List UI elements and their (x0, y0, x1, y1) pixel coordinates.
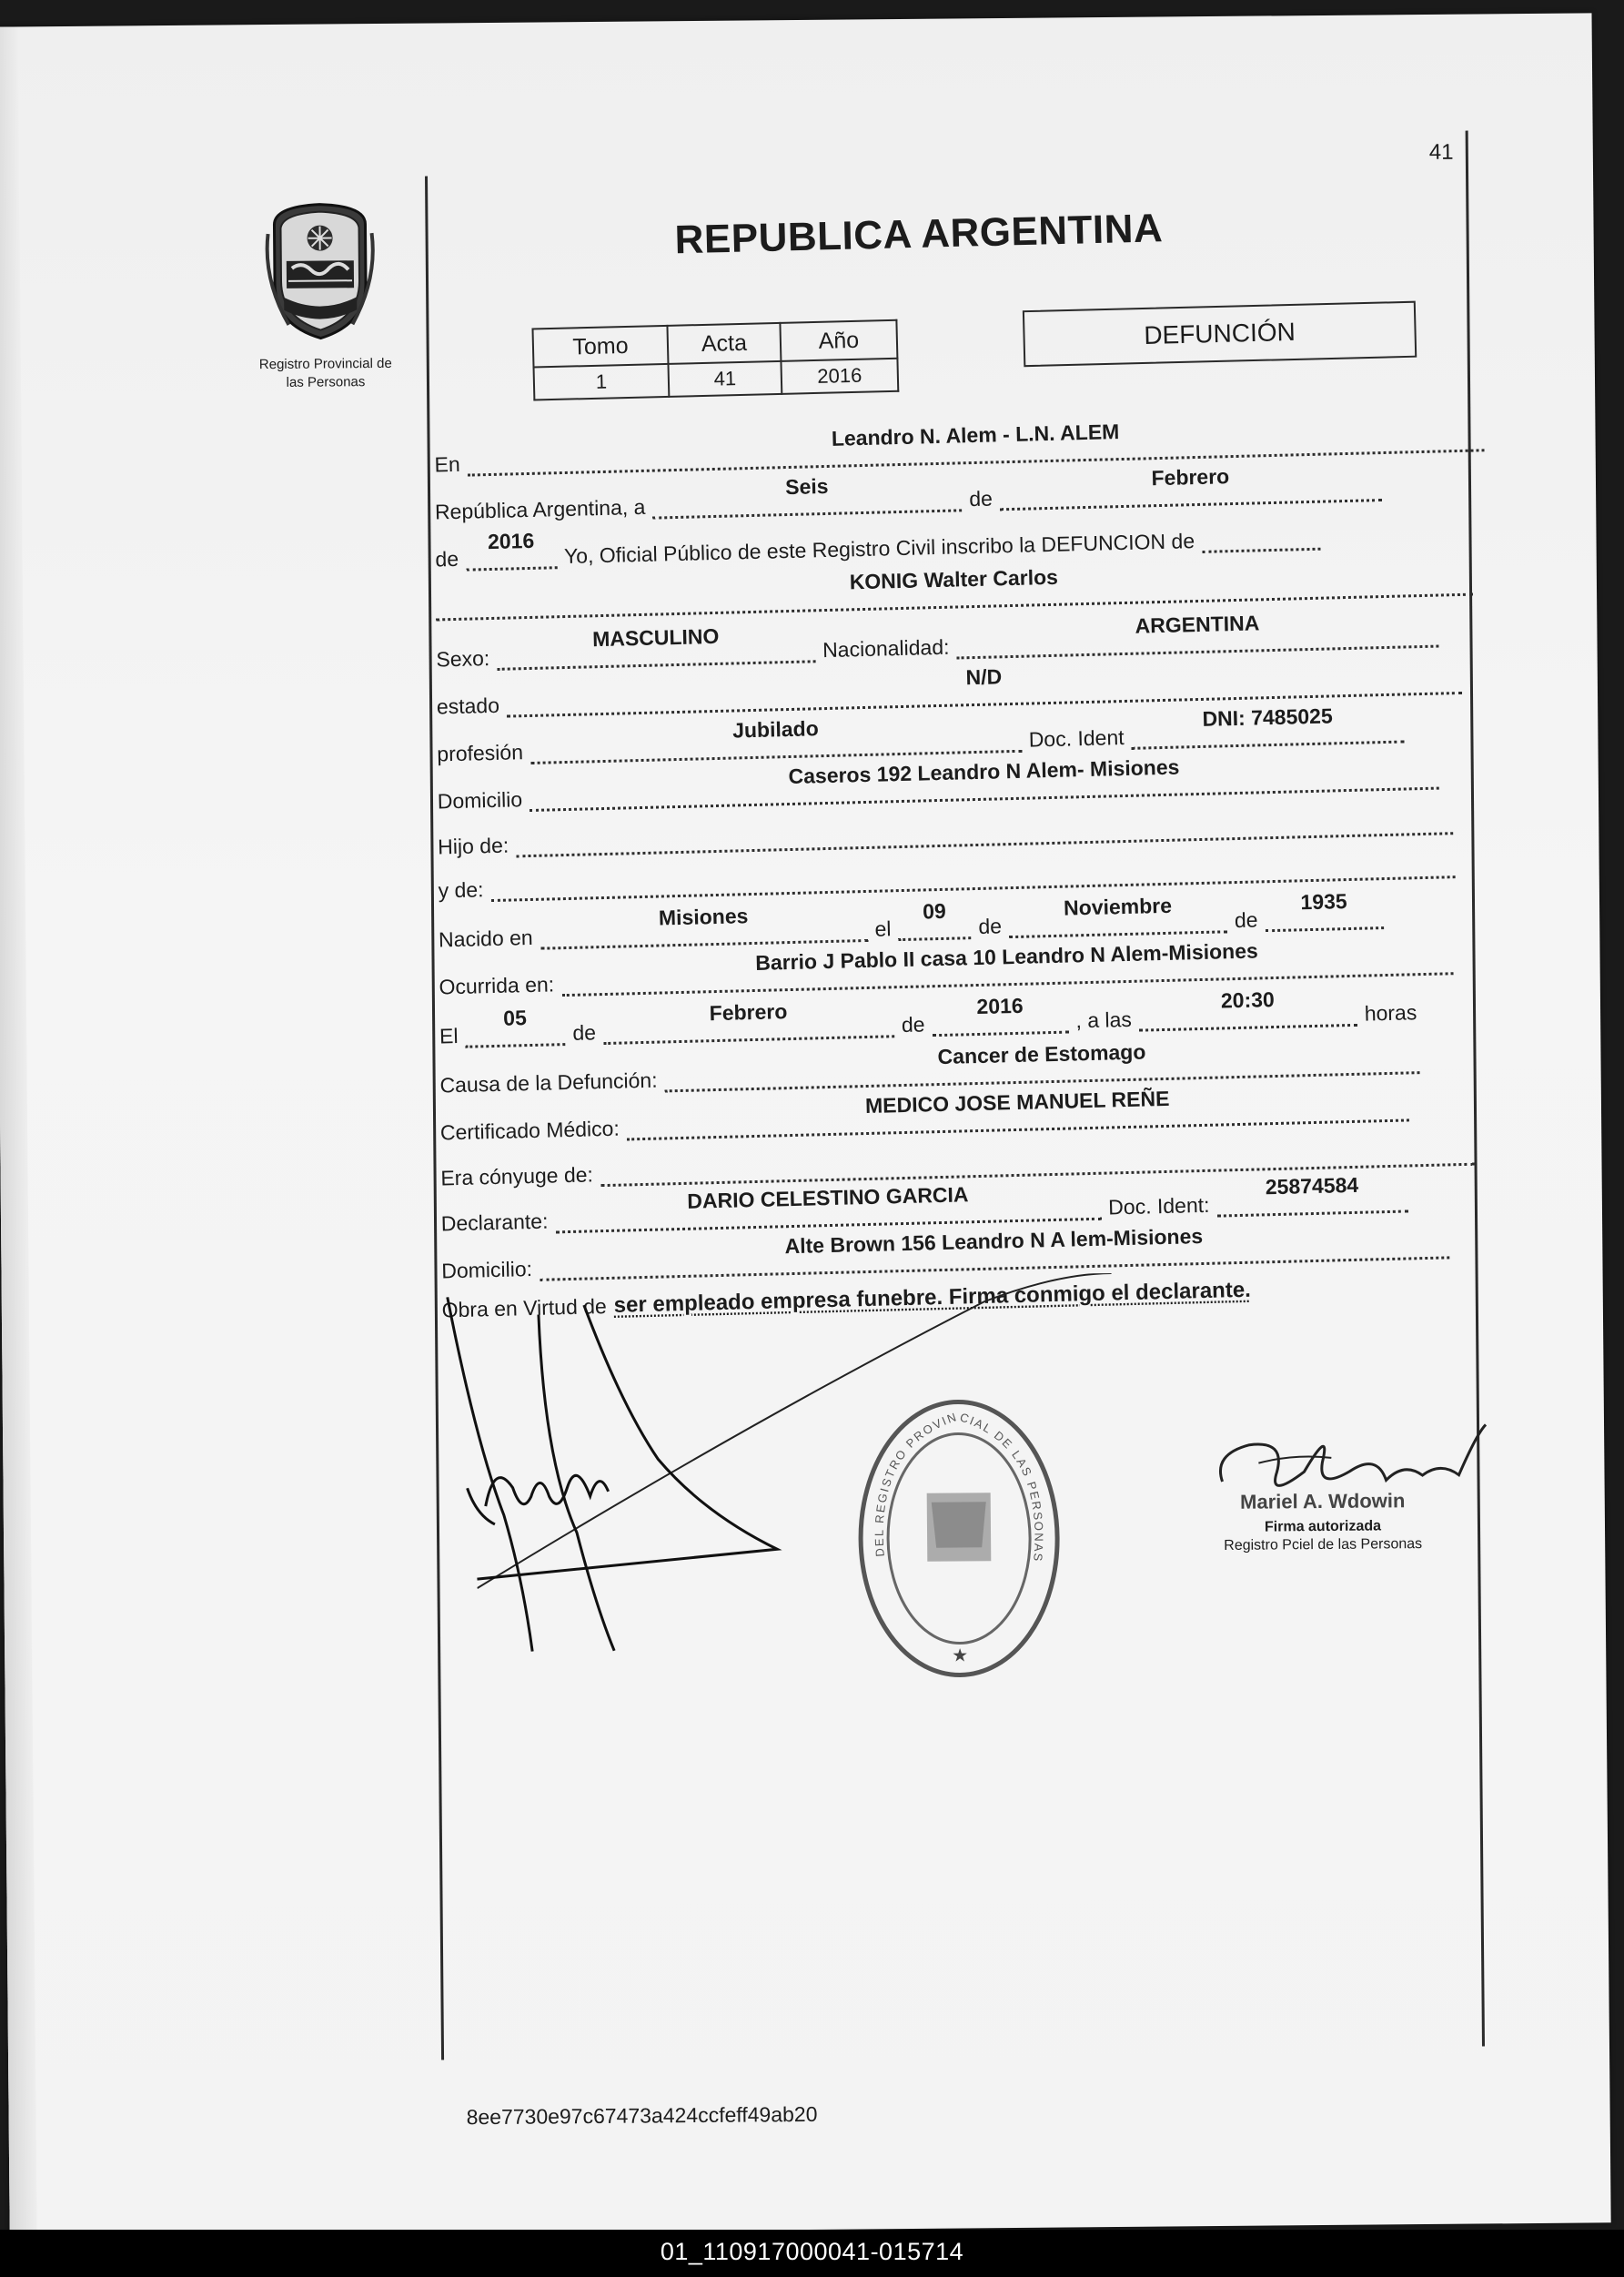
declarant-signature (439, 1276, 788, 1661)
sexo-field (497, 623, 816, 671)
estado-label: estado (436, 693, 500, 719)
nacido-dia-value: 09 (922, 898, 947, 924)
nacido-de2-label: de (1234, 907, 1258, 933)
signer-name: Mariel A. Wdowin (1239, 1489, 1406, 1513)
dia-value: Seis (784, 473, 829, 500)
de-anio-label: de (435, 546, 459, 572)
row-fecha-defuncion (439, 987, 1425, 1048)
def-anio-field (932, 993, 1069, 1037)
nacido-anio-field (1265, 889, 1384, 932)
en-label: En (434, 451, 461, 477)
ocurrida-en-value: Barrio J Pablo II casa 10 Leandro N Alem-Misiones (754, 938, 1259, 975)
defuncion-de-field (1202, 521, 1321, 553)
nacido-en-field (540, 904, 868, 950)
misiones-crest-logo (260, 197, 379, 343)
certificado-label: Certificado Médico: (439, 1116, 620, 1145)
def-anio-value: 2016 (976, 993, 1024, 1019)
registry-table (531, 319, 899, 401)
anio-header: Año (780, 320, 897, 361)
declarante-value: DARIO CELESTINO GARCIA (686, 1182, 969, 1213)
obra-label: Obra en Virtud de (441, 1294, 608, 1322)
en-value: Leandro N. Alem - L.N. ALEM (831, 420, 1120, 450)
hora-field (1138, 987, 1357, 1032)
row-en (434, 421, 1492, 477)
row-certificado (439, 1086, 1416, 1145)
anio-value: 2016 (781, 359, 898, 394)
def-dia-value: 05 (502, 1006, 528, 1030)
nombre-value: KONIG Walter Carlos (849, 564, 1059, 594)
nacido-de1-label: de (978, 914, 1003, 938)
declarante-doc-value: 25874584 (1265, 1172, 1359, 1199)
hora-value: 20:30 (1220, 987, 1276, 1013)
certificado-value: MEDICO JOSE MANUEL REÑE (864, 1086, 1170, 1118)
conyuge-label: Era cónyuge de: (440, 1162, 594, 1190)
anio-field (466, 528, 558, 571)
def-dia-field (465, 1006, 566, 1048)
domicilio-value: Caseros 192 Leandro N Alem- Misiones (788, 754, 1180, 789)
acta-value: 41 (668, 361, 782, 397)
nacido-mes-value: Noviembre (1063, 893, 1173, 920)
signer-role: Firma autorizada (1264, 1518, 1382, 1535)
def-mes-value: Febrero (709, 999, 788, 1026)
y-de-label: y de: (438, 877, 484, 903)
row-causa (439, 1039, 1427, 1098)
sexo-value: MASCULINO (591, 623, 720, 652)
declarante-field (555, 1182, 1102, 1234)
row-domicilio (437, 754, 1447, 814)
nacionalidad-field (956, 611, 1439, 660)
domicilio-field (530, 754, 1440, 812)
hijo-de-label: Hijo de: (437, 833, 509, 859)
signer-org: Registro Pciel de las Personas (1224, 1536, 1423, 1553)
republica-label: República Argentina, a (434, 494, 646, 524)
mes-value: Febrero (1151, 464, 1230, 491)
estado-value: N/D (965, 664, 1003, 690)
profesion-label: profesión (437, 740, 524, 766)
inscribo-text: Yo, Oficial Público de este Registro Civil inscribo la DEFUNCION de (563, 529, 1195, 569)
sexo-label: Sexo: (436, 646, 490, 672)
horas-label: horas (1364, 1000, 1417, 1026)
registry-label-line1: Registro Provincial de (258, 355, 392, 373)
registry-label (230, 355, 421, 393)
nombre-field (435, 566, 1472, 622)
nacido-en-label: Nacido en (438, 925, 533, 952)
def-de2-label: de (901, 1012, 925, 1037)
el-cap-label: El (439, 1023, 459, 1048)
declarante-doc-field (1216, 1172, 1408, 1217)
doc-ident-label: Doc. Ident (1028, 725, 1125, 752)
dia-field (652, 473, 963, 519)
document-title: REPUBLICA ARGENTINA (674, 206, 1164, 263)
nacionalidad-label: Nacionalidad: (822, 634, 950, 663)
record-type-box: DEFUNCIÓN (1023, 301, 1417, 368)
declarante-label: Declarante: (440, 1209, 549, 1236)
row-republica (434, 464, 1390, 525)
doc-ident-field (1131, 703, 1405, 749)
obra-value: ser empleado empresa funebre. Firma conmigo el declarante. (613, 1277, 1252, 1318)
document-hash: 8ee7730e97c67473a424ccfeff49ab20 (466, 2101, 818, 2130)
causa-label: Causa de la Defunción: (439, 1068, 658, 1098)
el-label: el (874, 916, 892, 941)
ocurrida-en-field (561, 938, 1454, 997)
acta-header: Acta (667, 323, 781, 364)
declarante-domicilio-value: Alte Brown 156 Leandro N A lem-Misiones (784, 1223, 1204, 1259)
domicilio-label: Domicilio (437, 787, 523, 814)
document-page (0, 13, 1611, 2236)
certificado-field (626, 1086, 1409, 1140)
declarante-doc-label: Doc. Ident: (1107, 1192, 1210, 1219)
nacido-mes-field (1009, 893, 1228, 938)
causa-value: Cancer de Estomago (937, 1039, 1146, 1069)
profesion-field (530, 716, 1022, 764)
svg-text:DEL REGISTRO PROVINCIAL DE LAS: DEL REGISTRO PROVINCIAL DE LAS PERSONAS (872, 1409, 1046, 1564)
nacido-anio-value: 1935 (1300, 889, 1347, 915)
tomo-value: 1 (534, 364, 670, 400)
page-number: 41 (1428, 139, 1454, 165)
def-mes-field (603, 999, 895, 1045)
row-sexo (436, 611, 1447, 672)
declarante-domicilio-label: Domicilio: (440, 1257, 533, 1283)
a-las-label: , a las (1075, 1007, 1133, 1033)
de-label: de (968, 486, 994, 511)
nacido-dia-field (898, 898, 972, 941)
registry-label-line2: las Personas (286, 374, 366, 390)
tomo-header: Tomo (532, 326, 668, 368)
nacido-en-value: Misiones (658, 904, 749, 930)
en-field (467, 421, 1484, 476)
nacionalidad-value: ARGENTINA (1135, 611, 1260, 638)
paper-edge (0, 26, 37, 2236)
def-de1-label: de (572, 1020, 597, 1045)
ocurrida-en-label: Ocurrida en: (439, 972, 555, 999)
row-anio (435, 521, 1327, 572)
row-nombre (435, 565, 1479, 621)
mes-field (999, 464, 1382, 511)
scan-id-footer: 01_110917000041-015714 (0, 2230, 1624, 2277)
profesion-value: Jubilado (731, 716, 819, 743)
svg-text:★: ★ (952, 1645, 969, 1666)
signer-block (1186, 1489, 1460, 1555)
margin-line-right (1466, 131, 1485, 2047)
official-seal (849, 1392, 1070, 1685)
hijo-de-field (516, 805, 1453, 857)
doc-ident-value: DNI: 7485025 (1202, 703, 1333, 731)
causa-field (664, 1039, 1420, 1092)
anio-value: 2016 (487, 528, 535, 554)
